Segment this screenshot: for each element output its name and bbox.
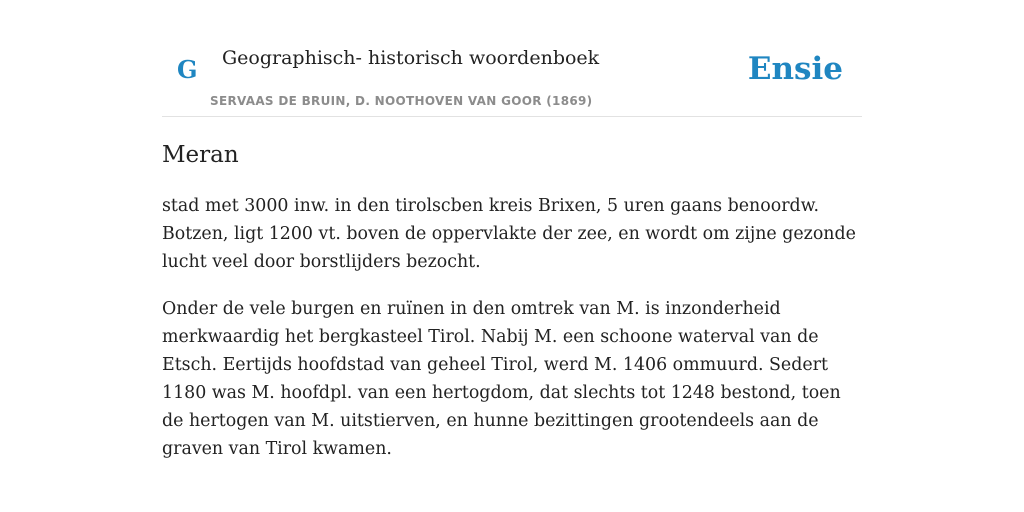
dictionary-logo-icon[interactable]: G [177,55,198,84]
dictionary-author-line: SERVAAS DE BRUIN, D. NOOTHOVEN VAN GOOR (1869) [210,94,593,108]
entry-paragraph: stad met 3000 inw. in den tirolscben kreis Brixen, 5 uren gaans benoordw. Botzen, ligt 1200 vt. boven de oppervlakte der zee, en wordt om zijne gezonde lucht veel door borstlijders bezocht. [162,196,856,272]
page-header [162,0,862,117]
entry-title: Meran [162,142,239,168]
entry-body [162,192,862,482]
ensie-brand-logo[interactable]: Ensie [747,51,843,87]
entry-card [162,0,862,512]
entry-paragraph: Onder de vele burgen en ruïnen in den omtrek van M. is inzonderheid merkwaardig het bergkasteel Tirol. Nabij M. een schoone waterval van de Etsch. Eertijds hoofdstad van geheel Tirol, werd M. 1406 ommuurd. Sedert 1180 was M. hoofdpl. van een hertogdom, dat slechts tot 1248 bestond, toen de hertogen van M. uitstierven, en hunne bezittingen grootendeels aan de graven van Tirol kwamen. [162,299,841,459]
dictionary-title-link[interactable]: Geographisch- historisch woordenboek [222,47,600,69]
